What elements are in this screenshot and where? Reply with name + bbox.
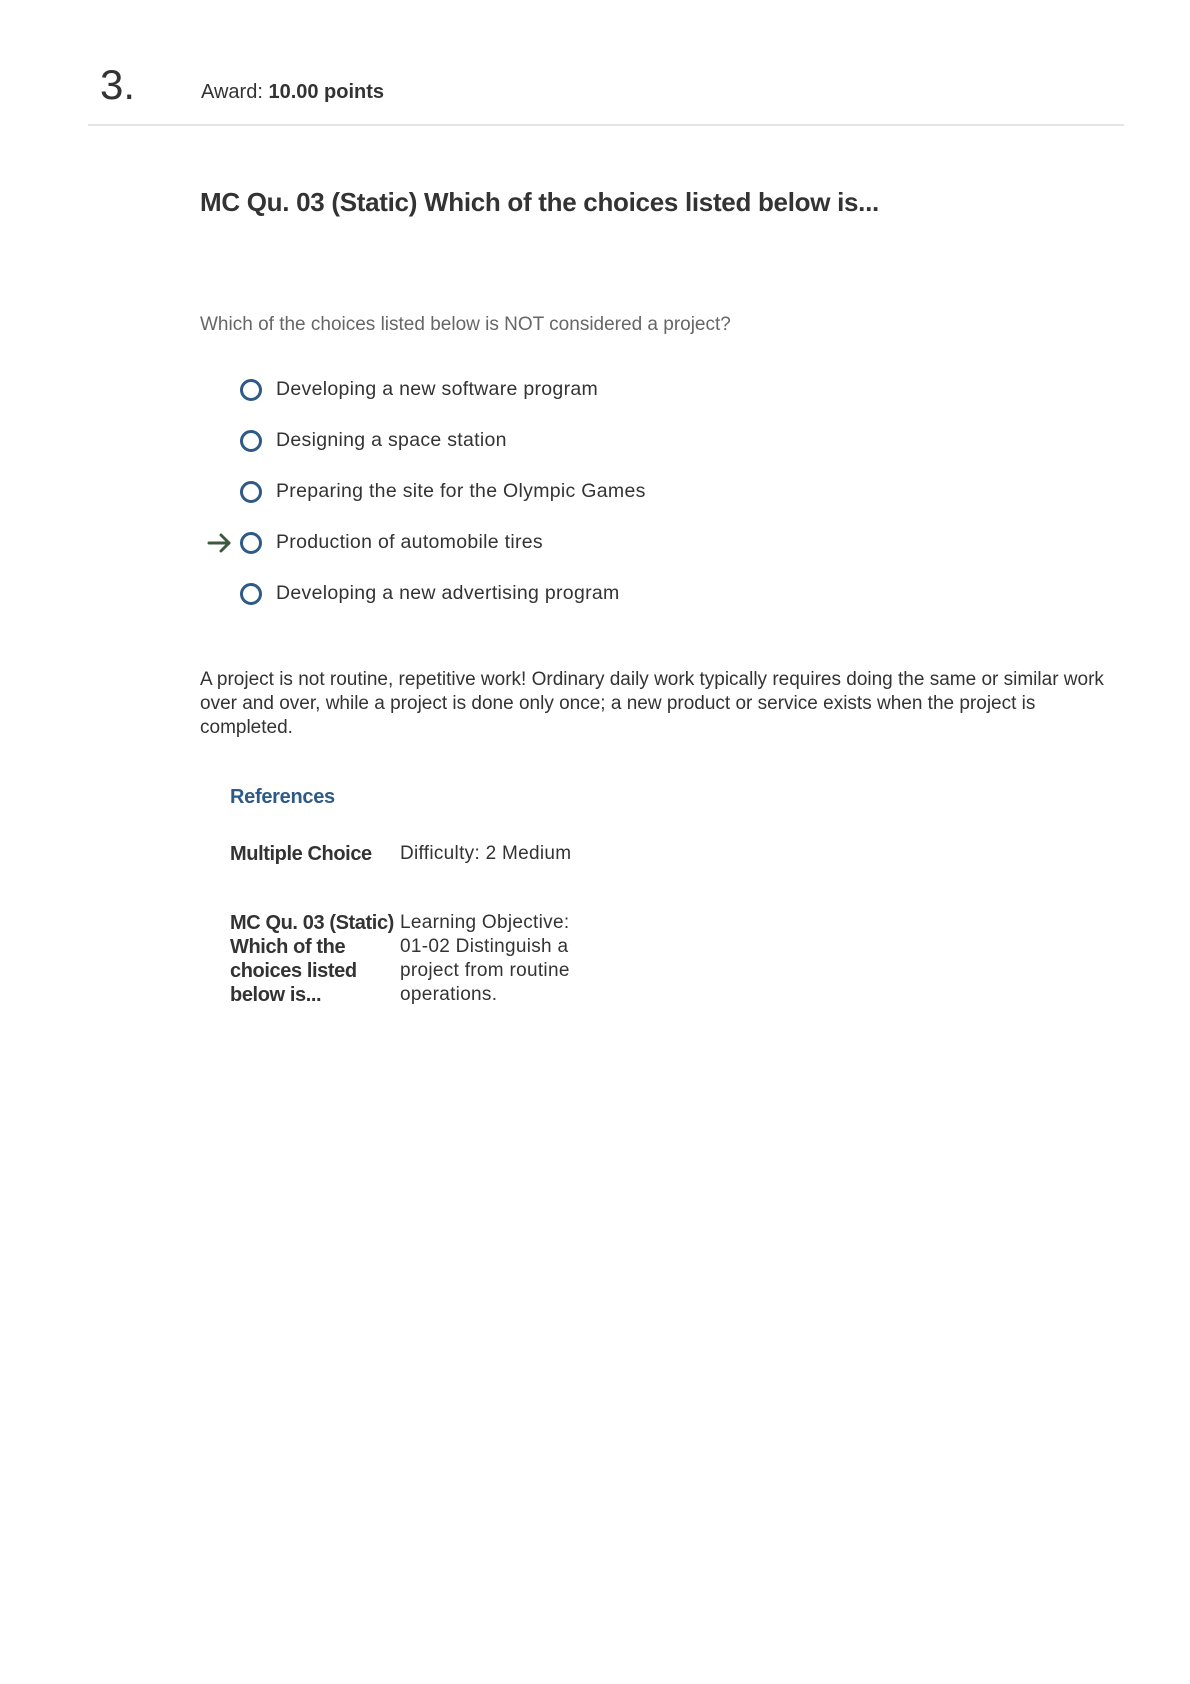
choice-label: Production of automobile tires	[276, 531, 543, 553]
award-points: 10.00 points	[268, 81, 385, 103]
award-label: Award:	[201, 81, 263, 103]
choice-item[interactable]	[200, 415, 1000, 466]
arrow-slot	[200, 477, 240, 507]
arrow-slot	[200, 579, 240, 609]
header-divider	[88, 124, 1124, 126]
choice-item[interactable]	[200, 568, 1000, 619]
radio-unselected-icon[interactable]	[240, 532, 262, 554]
choice-label: Developing a new software program	[276, 378, 599, 400]
arrow-right-icon	[207, 533, 233, 553]
radio-unselected-icon[interactable]	[240, 481, 262, 503]
reference-row	[230, 911, 590, 1007]
arrow-slot	[200, 426, 240, 456]
choice-list	[200, 364, 1000, 619]
radio-unselected-icon[interactable]	[240, 379, 262, 401]
question-prompt: Which of the choices listed below is NOT considered a project?	[200, 314, 731, 335]
choice-label: Preparing the site for the Olympic Games	[276, 480, 646, 502]
arrow-slot	[200, 375, 240, 405]
choice-label: Designing a space station	[276, 429, 507, 451]
radio-unselected-icon[interactable]	[240, 583, 262, 605]
choice-item-marked[interactable]	[200, 517, 1000, 568]
question-title: MC Qu. 03 (Static) Which of the choices listed below is...	[200, 187, 879, 217]
reference-key: MC Qu. 03 (Static) Which of the choices listed below is...	[230, 912, 394, 1006]
answer-explanation: A project is not routine, repetitive work! Ordinary daily work typically requires doing the same or similar work over and over, while a project is done only once; a new product or service exists when the project is completed.	[200, 669, 1104, 738]
choice-item[interactable]	[200, 466, 1000, 517]
reference-key: Multiple Choice	[230, 843, 372, 865]
question-number: 3.	[100, 61, 136, 108]
reference-value: Difficulty: 2 Medium	[400, 843, 572, 864]
radio-unselected-icon[interactable]	[240, 430, 262, 452]
references-heading[interactable]: References	[230, 786, 335, 808]
arrow-slot	[200, 528, 240, 558]
choice-item[interactable]	[200, 364, 1000, 415]
reference-row	[230, 842, 590, 866]
award	[201, 82, 384, 102]
reference-value: Learning Objective: 01-02 Distinguish a project from routine operations.	[400, 912, 570, 1005]
choice-label: Developing a new advertising program	[276, 582, 620, 604]
